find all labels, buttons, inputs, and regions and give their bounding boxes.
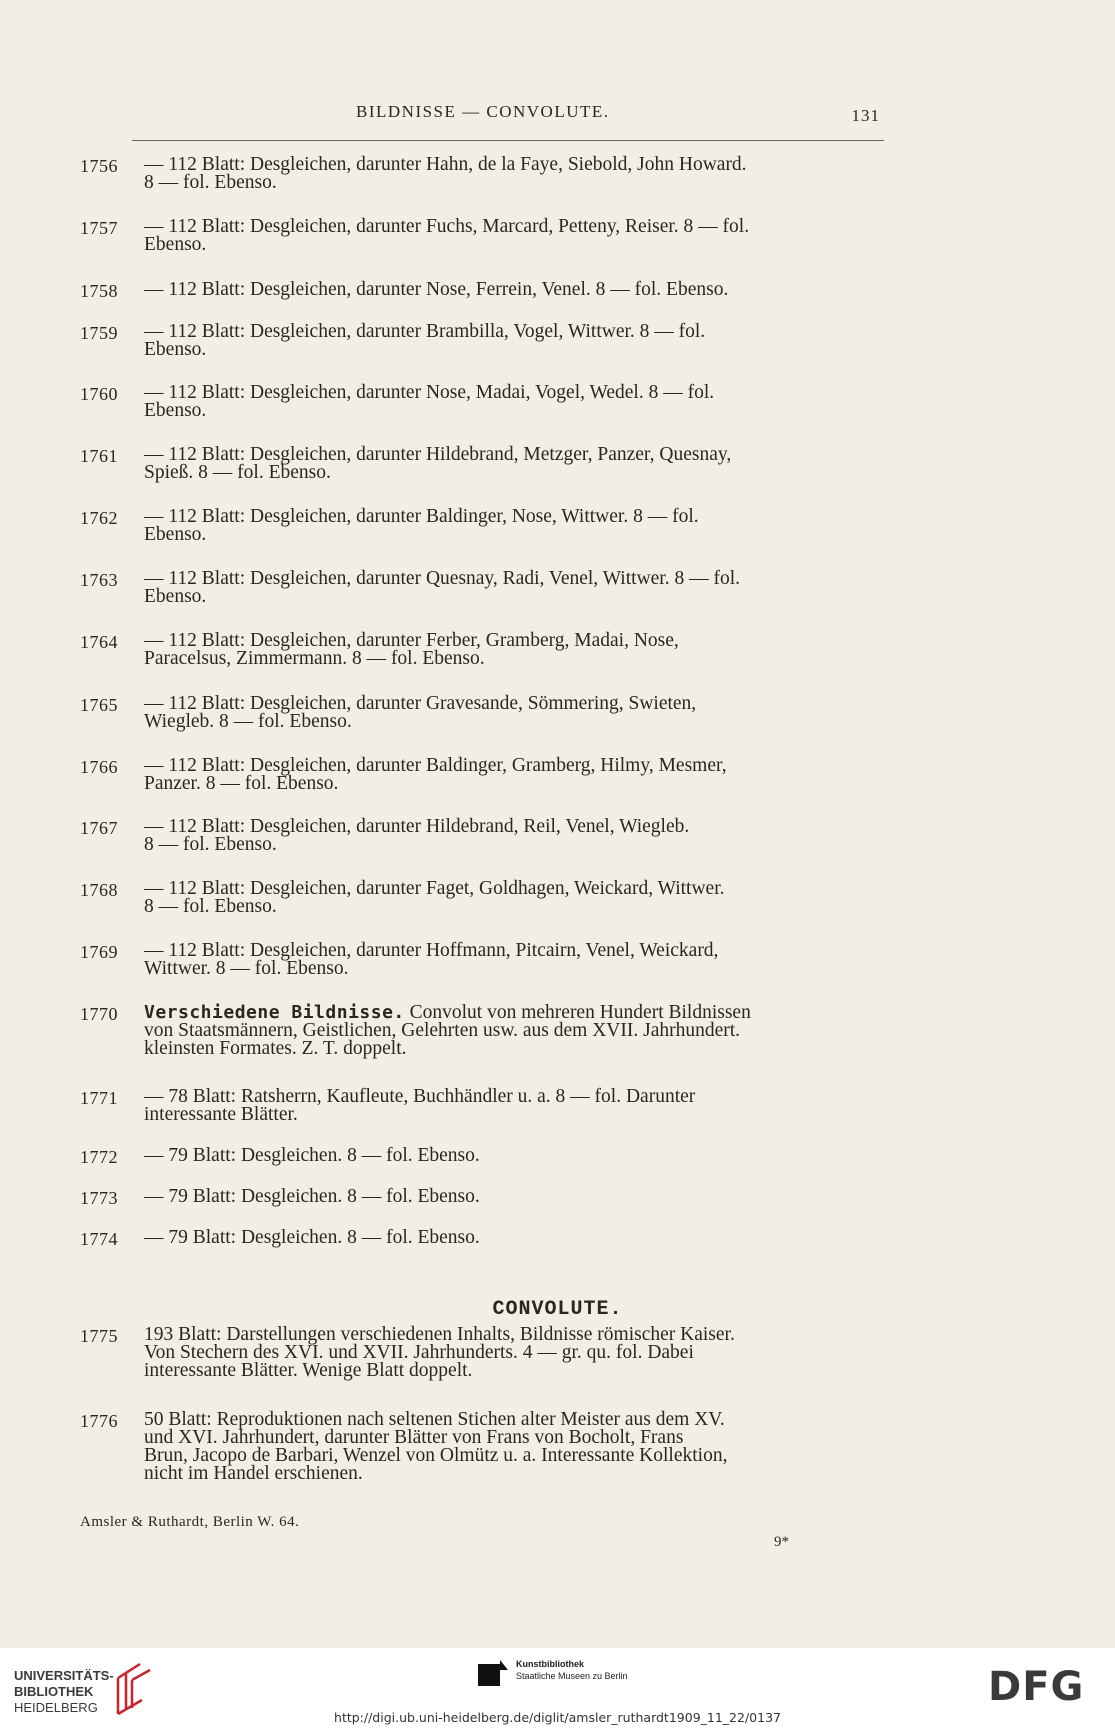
entry-line-text: nicht im Handel erschienen. bbox=[144, 1463, 363, 1484]
entry-line bbox=[144, 713, 956, 731]
entry-line bbox=[144, 588, 956, 606]
entry-line-text: interessante Blätter. Wenige Blatt doppelt. bbox=[144, 1360, 473, 1381]
entry-number: 1756 bbox=[80, 156, 118, 176]
entry-line-text: — 112 Blatt: Desgleichen, darunter Brambilla, Vogel, Wittwer. 8 — fol. bbox=[144, 321, 706, 342]
entry-number: 1772 bbox=[80, 1147, 118, 1167]
entry-line-text: — 78 Blatt: Ratsherrn, Kaufleute, Buchhändler u. a. 8 — fol. Darunter bbox=[144, 1086, 696, 1107]
entry-line bbox=[144, 281, 956, 299]
entry-line bbox=[144, 836, 956, 854]
entry-line-text: — 112 Blatt: Desgleichen, darunter Baldinger, Gramberg, Hilmy, Mesmer, bbox=[144, 755, 727, 776]
entry-line-text: — 112 Blatt: Desgleichen, darunter Hoffmann, Pitcairn, Venel, Weickard, bbox=[144, 940, 719, 961]
entry-line-text: Paracelsus, Zimmermann. 8 — fol. Ebenso. bbox=[144, 648, 485, 669]
entry-description bbox=[144, 1326, 956, 1380]
entry-line-text: — 112 Blatt: Desgleichen, darunter Faget, Goldhagen, Weickard, Wittwer. bbox=[144, 878, 725, 899]
entry-line-text: — 112 Blatt: Desgleichen, darunter Gravesande, Sömmering, Swieten, bbox=[144, 693, 697, 714]
entry-line-text: Ebenso. bbox=[144, 339, 207, 360]
entry-line bbox=[144, 402, 956, 420]
entry-description bbox=[144, 446, 956, 482]
entry-line bbox=[144, 1362, 956, 1380]
entry-line bbox=[144, 960, 956, 978]
entry-line bbox=[144, 236, 956, 254]
entry-line-text: Ebenso. bbox=[144, 524, 207, 545]
entry-description bbox=[144, 281, 956, 299]
entry-line bbox=[144, 323, 956, 341]
permalink-url[interactable]: http://digi.ub.uni-heidelberg.de/diglit/amsler_ruthardt1909_11_22/0137 bbox=[334, 1710, 781, 1725]
entry-line bbox=[144, 1465, 956, 1483]
entry-description bbox=[144, 1147, 956, 1165]
entry-line bbox=[144, 464, 956, 482]
entry-description bbox=[144, 156, 956, 192]
entry-line bbox=[144, 775, 956, 793]
digitization-footer bbox=[0, 1648, 1115, 1730]
entry-line-text: — 112 Blatt: Desgleichen, darunter Nose, Madai, Vogel, Wedel. 8 — fol. bbox=[144, 382, 715, 403]
entry-line-text: Spieß. 8 — fol. Ebenso. bbox=[144, 462, 331, 483]
entry-number: 1758 bbox=[80, 281, 118, 301]
entry-number: 1760 bbox=[80, 384, 118, 404]
entry-description bbox=[144, 1088, 956, 1124]
kunstbibliothek-label bbox=[516, 1658, 628, 1682]
entry-line-text: Brun, Jacopo de Barbari, Wenzel von Olmütz u. a. Interessante Kollektion, bbox=[144, 1445, 728, 1466]
entry-line-text: Ebenso. bbox=[144, 234, 207, 255]
signature-mark: 9* bbox=[774, 1534, 789, 1550]
entry-number: 1757 bbox=[80, 218, 118, 238]
entry-line bbox=[144, 650, 956, 668]
entry-line-text: Ebenso. bbox=[144, 400, 207, 421]
running-header bbox=[132, 100, 884, 141]
entry-number: 1775 bbox=[80, 1326, 118, 1346]
entry-number: 1769 bbox=[80, 942, 118, 962]
page-number: 131 bbox=[851, 106, 880, 125]
entry-number: 1770 bbox=[80, 1004, 118, 1024]
entry-line bbox=[144, 1040, 956, 1058]
entry-line bbox=[144, 570, 956, 588]
entry-number: 1765 bbox=[80, 695, 118, 715]
entry-line-text: — 112 Blatt: Desgleichen, darunter Nose, Ferrein, Venel. 8 — fol. Ebenso. bbox=[144, 279, 729, 300]
entry-line-text: Wiegleb. 8 — fol. Ebenso. bbox=[144, 711, 352, 732]
entry-line bbox=[144, 1147, 956, 1165]
entry-line bbox=[144, 341, 956, 359]
entry-line bbox=[144, 384, 956, 402]
entry-line-text: 50 Blatt: Reproduktionen nach seltenen Stichen alter Meister aus dem XV. bbox=[144, 1409, 725, 1430]
entry-number: 1768 bbox=[80, 880, 118, 900]
entry-line-text: — 112 Blatt: Desgleichen, darunter Fuchs, Marcard, Petteny, Reiser. 8 — fol. bbox=[144, 216, 750, 237]
entry-line-text: Convolut von mehreren Hundert Bildnissen bbox=[404, 1002, 751, 1023]
entry-line-text: — 112 Blatt: Desgleichen, darunter Ferber, Gramberg, Madai, Nose, bbox=[144, 630, 679, 651]
entry-number: 1767 bbox=[80, 818, 118, 838]
entry-description bbox=[144, 508, 956, 544]
entry-line-text: von Staatsmännern, Geistlichen, Gelehrten usw. aus dem XVII. Jahrhundert. bbox=[144, 1020, 741, 1041]
kb-line2: Staatliche Museen zu Berlin bbox=[516, 1671, 628, 1681]
entry-line bbox=[144, 1188, 956, 1206]
entry-description bbox=[144, 695, 956, 731]
kunstbibliothek-logo-icon bbox=[476, 1658, 510, 1688]
uni-logo-line3: HEIDELBERG bbox=[14, 1700, 98, 1715]
entry-description bbox=[144, 323, 956, 359]
entry-line-text: — 112 Blatt: Desgleichen, darunter Baldinger, Nose, Wittwer. 8 — fol. bbox=[144, 506, 699, 527]
entry-line bbox=[144, 1229, 956, 1247]
entry-number: 1764 bbox=[80, 632, 118, 652]
university-library-logo[interactable] bbox=[14, 1668, 114, 1716]
entry-heading: Verschiedene Bildnisse. bbox=[144, 1002, 405, 1023]
entry-description bbox=[144, 880, 956, 916]
entry-line-text: — 112 Blatt: Desgleichen, darunter Hildebrand, Metzger, Panzer, Quesnay, bbox=[144, 444, 732, 465]
uni-logo-line1: UNIVERSITÄTS- bbox=[14, 1668, 114, 1683]
entry-line-text: Von Stechern des XVI. und XVII. Jahrhunderts. 4 — gr. qu. fol. Dabei bbox=[144, 1342, 694, 1363]
entry-description bbox=[144, 942, 956, 978]
entry-line-text: 8 — fol. Ebenso. bbox=[144, 172, 277, 193]
entry-description bbox=[144, 632, 956, 668]
entry-line-text: — 112 Blatt: Desgleichen, darunter Quesnay, Radi, Venel, Wittwer. 8 — fol. bbox=[144, 568, 741, 589]
entry-description bbox=[144, 570, 956, 606]
section-heading: CONVOLUTE. bbox=[492, 1298, 623, 1321]
entry-line-text: — 112 Blatt: Desgleichen, darunter Hildebrand, Reil, Venel, Wiegleb. bbox=[144, 816, 690, 837]
entry-description bbox=[144, 1004, 956, 1058]
entry-number: 1762 bbox=[80, 508, 118, 528]
entry-line-text: 8 — fol. Ebenso. bbox=[144, 834, 277, 855]
entry-line-text: 8 — fol. Ebenso. bbox=[144, 896, 277, 917]
header-title: BILDNISSE — CONVOLUTE. bbox=[356, 102, 610, 121]
entry-number: 1763 bbox=[80, 570, 118, 590]
entry-line-text: — 79 Blatt: Desgleichen. 8 — fol. Ebenso. bbox=[144, 1186, 480, 1207]
entry-line-text: — 112 Blatt: Desgleichen, darunter Hahn, de la Faye, Siebold, John Howard. bbox=[144, 154, 747, 175]
entry-line-text: 193 Blatt: Darstellungen verschiedenen Inhalts, Bildnisse römischer Kaiser. bbox=[144, 1324, 735, 1345]
entry-number: 1761 bbox=[80, 446, 118, 466]
entry-line-text: — 79 Blatt: Desgleichen. 8 — fol. Ebenso. bbox=[144, 1227, 480, 1248]
entry-line bbox=[144, 898, 956, 916]
entry-line bbox=[144, 174, 956, 192]
dfg-logo[interactable]: DFG bbox=[988, 1664, 1085, 1710]
entry-line-text: Ebenso. bbox=[144, 586, 207, 607]
entry-number: 1773 bbox=[80, 1188, 118, 1208]
entry-description bbox=[144, 1188, 956, 1206]
entry-line-text: interessante Blätter. bbox=[144, 1104, 298, 1125]
entry-number: 1771 bbox=[80, 1088, 118, 1108]
entry-number: 1759 bbox=[80, 323, 118, 343]
entry-description bbox=[144, 1411, 956, 1483]
entry-line-text: Wittwer. 8 — fol. Ebenso. bbox=[144, 958, 349, 979]
entry-number: 1774 bbox=[80, 1229, 118, 1249]
entry-line-text: — 79 Blatt: Desgleichen. 8 — fol. Ebenso. bbox=[144, 1145, 480, 1166]
entry-description bbox=[144, 218, 956, 254]
entry-line bbox=[144, 1106, 956, 1124]
entry-number: 1776 bbox=[80, 1411, 118, 1431]
entry-description bbox=[144, 757, 956, 793]
entry-description bbox=[144, 818, 956, 854]
uni-logo-line2: BIBLIOTHEK bbox=[14, 1684, 94, 1699]
publisher-imprint: Amsler & Ruthardt, Berlin W. 64. bbox=[80, 1514, 300, 1530]
entry-line-text: Panzer. 8 — fol. Ebenso. bbox=[144, 773, 339, 794]
entry-description bbox=[144, 1229, 956, 1247]
entry-line bbox=[144, 526, 956, 544]
entry-line bbox=[144, 508, 956, 526]
entry-description bbox=[144, 384, 956, 420]
entry-line-text: und XVI. Jahrhundert, darunter Blätter von Frans von Bocholt, Frans bbox=[144, 1427, 684, 1448]
kb-line1: Kunstbibliothek bbox=[516, 1659, 584, 1669]
entry-line-text: kleinsten Formates. Z. T. doppelt. bbox=[144, 1038, 407, 1059]
entry-number: 1766 bbox=[80, 757, 118, 777]
entry-line bbox=[144, 218, 956, 236]
